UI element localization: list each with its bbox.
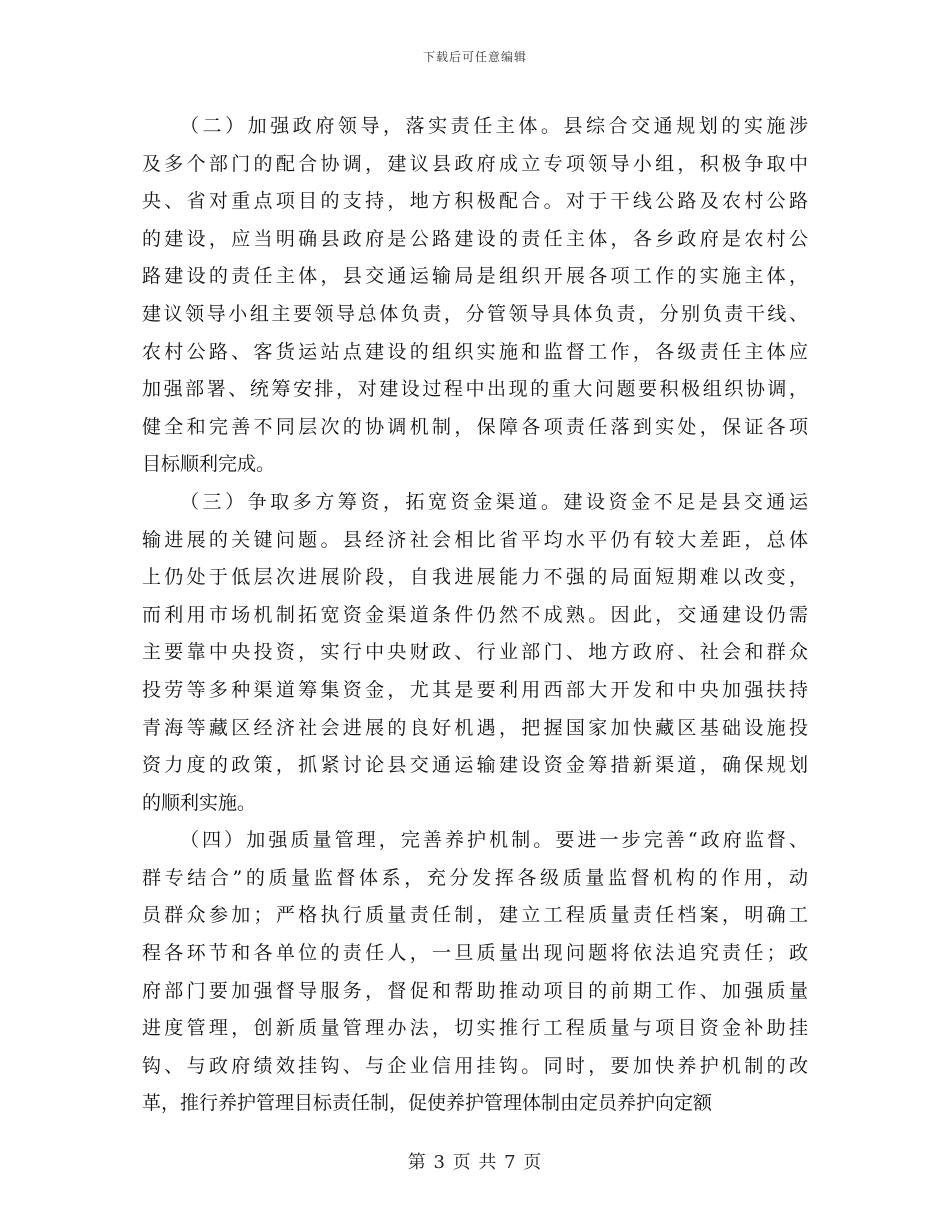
- text-line: 健全和完善不同层次的协调机制，保障各项责任落到实处，保证各项: [142, 415, 808, 438]
- text-line: 而利用市场机制拓宽资金渠道条件仍然不成熟。因此，交通建设仍需: [142, 603, 808, 626]
- text-line: （四）加强质量管理，完善养护机制。要进一步完善“政府监督、: [180, 829, 808, 852]
- text-line: 及多个部门的配合协调，建议县政府成立专项领导小组，积极争取中: [142, 152, 808, 175]
- text-line: 目标顺利完成。: [142, 453, 276, 476]
- paragraph: [142, 822, 808, 1123]
- page-header: 下载后可任意编辑: [422, 50, 527, 64]
- text-line: 建议领导小组主要领导总体负责，分管领导具体负责，分别负责干线、: [142, 302, 808, 325]
- text-line: 投劳等多种渠道筹集资金，尤其是要利用西部大开发和中央加强扶持: [142, 678, 808, 701]
- text-line: 青海等藏区经济社会进展的良好机遇，把握国家加快藏区基础设施投: [142, 716, 808, 739]
- text-line: 农村公路、客货运站点建设的组织实施和监督工作，各级责任主体应: [142, 340, 808, 363]
- page-footer: 第 3 页 共 7 页: [407, 1152, 543, 1173]
- text-line: 上仍处于低层次进展阶段，自我进展能力不强的局面短期难以改变，: [142, 566, 808, 589]
- text-line: 革，推行养护管理目标责任制，促使养护管理体制由定员养护向定额: [142, 1092, 713, 1115]
- text-line: 路建设的责任主体，县交通运输局是组织开展各项工作的实施主体，: [142, 265, 808, 288]
- paragraph: [142, 484, 808, 822]
- text-line: 资力度的政策，抓紧讨论县交通运输建设资金筹措新渠道，确保规划: [142, 754, 808, 777]
- text-line: （三）争取多方筹资，拓宽资金渠道。建设资金不足是县交通运: [180, 490, 808, 513]
- text-line: 程各环节和各单位的责任人，一旦质量出现问题将依法追究责任；政: [142, 942, 808, 965]
- text-line: 群专结合”的质量监督体系，充分发挥各级质量监督机构的作用，动: [142, 866, 808, 889]
- text-line: 央、省对重点项目的支持，地方积极配合。对于干线公路及农村公路: [142, 190, 808, 213]
- paragraph: [142, 108, 808, 484]
- text-line: 输进展的关键问题。县经济社会相比省平均水平仍有较大差距，总体: [142, 528, 808, 551]
- text-line: 的顺利实施。: [142, 791, 257, 814]
- text-line: 主要靠中央投资，实行中央财政、行业部门、地方政府、社会和群众: [142, 641, 808, 664]
- text-line: （二）加强政府领导，落实责任主体。县综合交通规划的实施涉: [180, 115, 808, 137]
- text-line: 进度管理，创新质量管理办法，切实推行工程质量与项目资金补助挂: [142, 1017, 808, 1040]
- text-line: 府部门要加强督导服务，督促和帮助推动项目的前期工作、加强质量: [142, 979, 808, 1002]
- text-line: 加强部署、统筹安排，对建设过程中出现的重大问题要积极组织协调，: [142, 378, 808, 401]
- text-line: 的建设，应当明确县政府是公路建设的责任主体，各乡政府是农村公: [142, 227, 808, 250]
- text-line: 员群众参加；严格执行质量责任制，建立工程质量责任档案，明确工: [142, 904, 808, 927]
- text-line: 钩、与政府绩效挂钩、与企业信用挂钩。同时，要加快养护机制的改: [142, 1054, 808, 1077]
- document-body: [142, 108, 808, 1123]
